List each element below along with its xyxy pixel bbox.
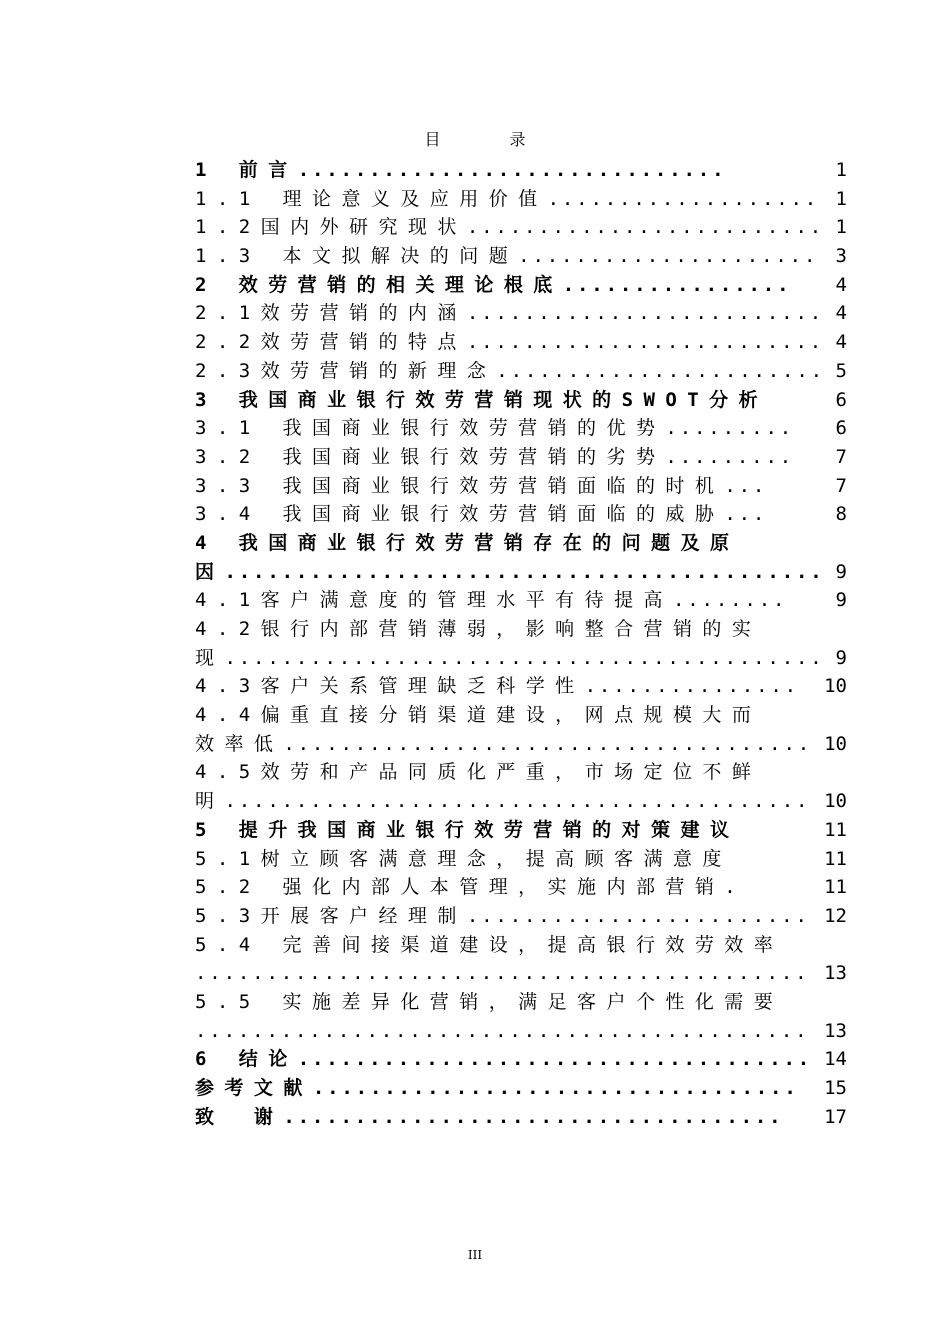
toc-entry-page: 6 — [835, 388, 847, 411]
toc-entry-text — [195, 328, 824, 357]
toc-entry-leader: ........ — [672, 589, 788, 612]
toc-entry[interactable] — [195, 185, 895, 214]
toc-entry-leader: ................... — [547, 187, 820, 210]
toc-entry-text — [195, 185, 819, 214]
toc-entry-leader: ......................... — [466, 302, 825, 325]
toc-entry-text — [195, 586, 787, 615]
toc-entry-text — [195, 672, 799, 701]
toc-entry-page: 17 — [824, 1105, 847, 1128]
toc-entry[interactable] — [195, 328, 895, 357]
toc-entry-page: 10 — [824, 675, 847, 698]
toc-entry-title: 4.3客户关系管理缺乏科学性 — [195, 675, 585, 698]
toc-entry[interactable] — [195, 386, 895, 415]
toc-entry-title: 效率低 — [195, 732, 284, 755]
toc-entry-title: 4.1客户满意度的管理水平有待提高 — [195, 589, 673, 612]
toc-entry-text — [195, 472, 767, 501]
toc-entry-title: 5.5 实施差异化营销，满足客户个性化需要 — [195, 990, 784, 1013]
toc-entry-text — [195, 443, 794, 472]
toc-entry-title: 5.4 完善间接渠道建设，提高银行效劳效率 — [195, 933, 784, 956]
toc-entry-text — [195, 787, 810, 816]
toc-entry-leader: ..................................... — [283, 732, 813, 755]
toc-entry-leader: ..................... — [518, 245, 819, 268]
toc-entry[interactable] — [195, 472, 895, 501]
toc-entry-title: 4 我国商业银行效劳营销存在的问题及原 — [195, 531, 740, 554]
toc-entry-page: 13 — [824, 962, 847, 985]
toc-entry[interactable] — [195, 1017, 895, 1046]
toc-entry[interactable] — [195, 529, 895, 558]
toc-entry[interactable] — [195, 787, 895, 816]
toc-entry-text — [195, 1103, 783, 1132]
toc-entry-text — [195, 873, 746, 902]
toc-entry-text — [195, 758, 761, 787]
toc-entry[interactable] — [195, 500, 895, 529]
toc-entry-leader: ......................................... — [224, 790, 811, 813]
toc-entry[interactable] — [195, 873, 895, 902]
toc-entry[interactable] — [195, 988, 895, 1017]
toc-entry-title: 致 谢 — [195, 1105, 284, 1128]
toc-entry-title: 2.2效劳营销的特点 — [195, 331, 467, 354]
toc-entry-text — [195, 988, 783, 1017]
toc-entry-text — [195, 644, 825, 673]
toc-entry[interactable] — [195, 271, 895, 300]
toc-entry-text — [195, 386, 768, 415]
toc-entry-text — [195, 299, 824, 328]
toc-entry[interactable] — [195, 1074, 895, 1103]
toc-title: 目 录 — [424, 130, 558, 149]
toc-entry-page: 15 — [824, 1077, 847, 1099]
toc-entry-title: 4.4偏重直接分销渠道建设，网点规模大而 — [195, 704, 762, 727]
toc-entry[interactable] — [195, 242, 895, 271]
toc-entry[interactable] — [195, 615, 895, 644]
toc-entry-title: 3.2 我国商业银行效劳营销的劣势 — [195, 445, 666, 468]
toc-entry-page: 1 — [835, 159, 847, 181]
toc-entry-title: 1 前言 — [195, 159, 298, 181]
toc-entry-page: 4 — [835, 331, 847, 354]
toc-entry-title: 1.3 本文拟解决的问题 — [195, 245, 519, 268]
toc-entry-page: 10 — [824, 790, 847, 813]
toc-entry-title: 因 — [195, 560, 225, 583]
toc-entry-leader: ......................... — [466, 216, 825, 239]
toc-entry-text — [195, 1074, 799, 1103]
toc-entry-page: 6 — [835, 417, 847, 440]
toc-entry-page: 10 — [824, 732, 847, 755]
toc-entry[interactable] — [195, 931, 895, 960]
toc-entry-leader: .......................................... — [224, 560, 825, 583]
toc-entry-page: 9 — [835, 560, 847, 583]
toc-entry-leader: ............... — [584, 675, 799, 698]
toc-entry-title: 4.5效劳和产品同质化严重，市场定位不鲜 — [195, 761, 762, 784]
toc-entry[interactable] — [195, 443, 895, 472]
toc-entry[interactable] — [195, 730, 895, 759]
toc-entry-page: 8 — [835, 503, 847, 526]
toc-entry-text — [195, 529, 739, 558]
toc-entry-page: 4 — [835, 273, 847, 296]
toc-entry[interactable] — [195, 845, 895, 874]
toc-entry-text — [195, 357, 825, 386]
toc-entry[interactable] — [195, 357, 895, 386]
toc-entry-text — [195, 156, 726, 185]
toc-entry-page: 4 — [835, 302, 847, 325]
toc-entry-text — [195, 902, 810, 931]
toc-entry-leader: ... — [724, 474, 768, 497]
toc-entry[interactable] — [195, 1103, 895, 1132]
toc-entry-text — [195, 931, 783, 960]
toc-entry-text — [195, 1045, 812, 1074]
toc-entry-text — [195, 414, 794, 443]
toc-entry-leader: .................................... — [297, 1048, 813, 1071]
toc-entry[interactable] — [195, 586, 895, 615]
toc-entry[interactable] — [195, 644, 895, 673]
toc-entry-leader: ......................... — [466, 331, 825, 354]
toc-entry-page: 13 — [824, 1019, 847, 1042]
toc-entry-page: 14 — [824, 1048, 847, 1071]
toc-entry-page: 11 — [824, 876, 847, 899]
toc-entry-text — [195, 242, 818, 271]
toc-entry-page: 5 — [835, 359, 847, 382]
toc-entry-title: 2.3效劳营销的新理念 — [195, 359, 497, 382]
toc-entry-text — [195, 730, 812, 759]
toc-entry-title: 5.3开展客户经理制 — [195, 904, 467, 927]
toc-entry-page: 12 — [824, 904, 847, 927]
toc-entry-title: 3.4 我国商业银行效劳营销面临的威胁 — [195, 503, 725, 526]
toc-entry-title: 2 效劳营销的相关理论根底 — [195, 273, 563, 296]
toc-entry-page: 1 — [835, 216, 847, 239]
toc-entry-leader: ......... — [665, 445, 795, 468]
toc-entry[interactable] — [195, 959, 895, 988]
toc-entry[interactable] — [195, 672, 895, 701]
toc-entry-text — [195, 1017, 809, 1046]
toc-entry-leader: .............................. — [297, 159, 727, 181]
toc-entry-title: 1.2国内外研究现状 — [195, 216, 467, 239]
toc-entry-title: 参考文献 — [195, 1077, 313, 1099]
toc-entry[interactable] — [195, 701, 895, 730]
toc-entry-leader: ................................... — [283, 1105, 784, 1128]
toc-entry-text — [195, 845, 732, 874]
toc-entry-title: 3.3 我国商业银行效劳营销面临的时机 — [195, 474, 725, 497]
toc-entry-title: 5.2 强化内部人本管理，实施内部营销. — [195, 876, 747, 899]
toc-entry-text — [195, 500, 767, 529]
toc-entry-leader: ........................ — [466, 904, 810, 927]
toc-entry-leader: .......................................... — [224, 646, 825, 669]
toc-entry-leader: .................................. — [312, 1077, 799, 1099]
toc-entry-page: 11 — [824, 847, 847, 870]
toc-entry[interactable] — [195, 758, 895, 787]
toc-entry[interactable] — [195, 156, 895, 185]
toc-entry-leader: ........................................... — [195, 962, 810, 985]
toc-entry-text — [195, 959, 809, 988]
toc-entry-text — [195, 213, 824, 242]
toc-entry-text — [195, 271, 791, 300]
toc-entry-page: 9 — [835, 589, 847, 612]
toc-entry-title: 4.2银行内部营销薄弱，影响整合营销的实 — [195, 618, 762, 640]
toc-entry-title: 明 — [195, 790, 225, 813]
toc-entry-title: 现 — [195, 646, 225, 669]
toc-entry-page: 1 — [835, 187, 847, 210]
toc-entry-text — [195, 615, 761, 644]
toc-entry-text — [195, 816, 739, 845]
toc-entry[interactable] — [195, 414, 895, 443]
toc-entry[interactable] — [195, 816, 895, 845]
toc-entry-leader: ........................................... — [195, 1019, 810, 1042]
toc-entry-page: 7 — [835, 445, 847, 468]
table-of-contents — [195, 156, 895, 1131]
toc-entry-text — [195, 701, 761, 730]
toc-entry[interactable] — [195, 902, 895, 931]
toc-entry-title: 6 结论 — [195, 1048, 298, 1071]
toc-entry[interactable] — [195, 558, 895, 587]
toc-entry-title: 5 提升我国商业银行效劳营销的对策建议 — [195, 818, 740, 841]
toc-entry-leader: ................ — [562, 273, 792, 296]
toc-entry-page: 7 — [835, 474, 847, 497]
toc-entry[interactable] — [195, 1045, 895, 1074]
toc-entry-page: 3 — [835, 245, 847, 268]
toc-entry[interactable] — [195, 299, 895, 328]
toc-entry-page: 9 — [835, 646, 847, 669]
toc-entry-title: 2.1效劳营销的内涵 — [195, 302, 467, 325]
toc-entry-title: 5.1树立顾客满意理念，提高顾客满意度 — [195, 847, 732, 870]
toc-entry-text — [195, 558, 825, 587]
toc-entry-title: 3 我国商业银行效劳营销现状的SWOT分析 — [195, 388, 769, 411]
toc-entry-leader: ......... — [665, 417, 795, 440]
page-number-footer: III — [467, 1248, 483, 1262]
toc-entry[interactable] — [195, 213, 895, 242]
toc-entry-title: 3.1 我国商业银行效劳营销的优势 — [195, 417, 666, 440]
toc-entry-page: 11 — [824, 818, 847, 841]
toc-entry-leader: ....................... — [496, 359, 825, 382]
toc-entry-leader: ... — [724, 503, 768, 526]
toc-entry-title: 1.1 理论意义及应用价值 — [195, 187, 548, 210]
